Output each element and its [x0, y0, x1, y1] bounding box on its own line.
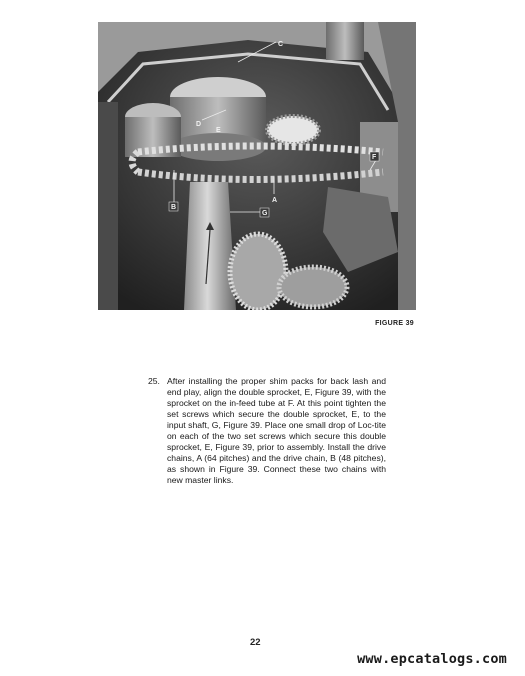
- label-a: A: [272, 197, 278, 204]
- label-f: F: [372, 154, 377, 161]
- label-b: B: [171, 204, 177, 211]
- label-c: C: [278, 41, 284, 48]
- step-number: 25.: [148, 376, 160, 386]
- step-25: [148, 376, 386, 486]
- page-number: 22: [250, 637, 261, 648]
- figure-39-photo: [98, 22, 416, 310]
- label-g: G: [262, 210, 268, 217]
- label-d: D: [196, 121, 202, 128]
- watermark: www.epcatalogs.com: [357, 651, 507, 667]
- figure-caption: FIGURE 39: [375, 320, 414, 327]
- label-e: E: [216, 127, 221, 134]
- step-text: After installing the proper shim packs for back lash and end play, align the double sprocket, E, Figure 39, with the sprocket on the in-feed tube at F. At this point tighten the set screws which secure the double sprocket, E, to the input shaft, G, Figure 39. Place one small drop of Loc-tite on each of the two set screws which secure this double sprocket, E, Figure 39, prior to assembly. Install the drive chains, A (64 pitches) and the drive chain, B (48 pitches), as shown in Figure 39. Connect these two chains with new master links.: [167, 376, 386, 486]
